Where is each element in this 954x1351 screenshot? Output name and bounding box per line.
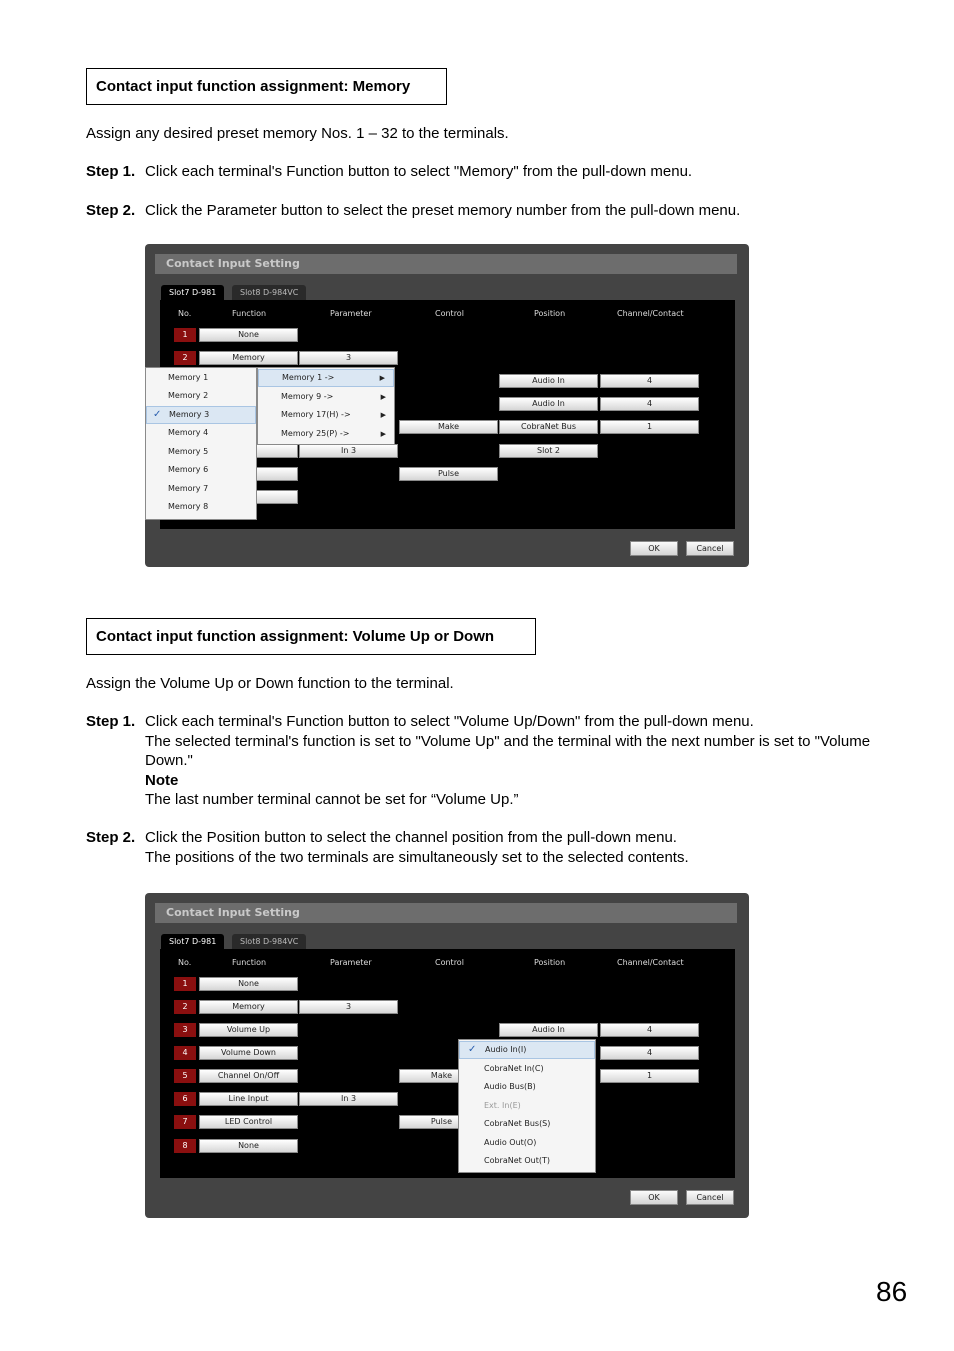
channel-button[interactable]: 1	[600, 1069, 699, 1083]
function-button[interactable]: Volume Down	[199, 1046, 298, 1060]
function-button[interactable]: None	[199, 977, 298, 991]
memory-step-1	[86, 162, 886, 182]
header-parameter: Parameter	[330, 958, 372, 967]
header-channel: Channel/Contact	[617, 958, 684, 967]
function-button[interactable]: Volume Up	[199, 1023, 298, 1037]
terminal-number: 7	[174, 1115, 196, 1129]
volume-step-1	[86, 712, 886, 810]
menu-item-memory-5[interactable]: Memory 5	[168, 447, 209, 456]
parameter-button[interactable]: In 3	[299, 444, 398, 458]
menu-item-label: Memory 3	[169, 410, 210, 419]
step-label: Step 2.	[86, 829, 136, 846]
tab-slot8[interactable]: Slot8 D-984VC	[232, 934, 306, 950]
terminal-number: 4	[174, 1046, 196, 1060]
cancel-button[interactable]: Cancel	[686, 1190, 734, 1205]
step-label: Step 1.	[86, 163, 136, 180]
function-button[interactable]: None	[199, 328, 298, 342]
function-button[interactable]: Channel On/Off	[199, 1069, 298, 1083]
ok-button[interactable]: OK	[630, 541, 678, 556]
parameter-button[interactable]: 3	[299, 1000, 398, 1014]
submenu-arrow-icon: ▶	[380, 393, 386, 401]
submenu-arrow-icon: ▶	[380, 430, 386, 438]
menu-item-label: Memory 17(H) ->	[281, 410, 351, 419]
menu-item-memory-8[interactable]: Memory 8	[168, 502, 209, 511]
header-position: Position	[534, 958, 566, 967]
tab-slot8[interactable]: Slot8 D-984VC	[232, 285, 306, 301]
menu-item-memory-6[interactable]: Memory 6	[168, 465, 209, 474]
position-menu	[458, 1039, 596, 1173]
function-button[interactable]: Memory	[199, 351, 298, 365]
channel-button[interactable]: 4	[600, 1046, 699, 1060]
function-button[interactable]: Memory	[199, 1000, 298, 1014]
terminal-number: 2	[174, 351, 196, 365]
menu-item-memory-4[interactable]: Memory 4	[168, 428, 209, 437]
terminal-number: 2	[174, 1000, 196, 1014]
channel-button[interactable]: 4	[600, 1023, 699, 1037]
memory-group-menu	[257, 367, 395, 445]
dialog-title: Contact Input Setting	[155, 903, 737, 923]
step-text: Click the Parameter button to select the preset memory number from the pull-down menu.	[145, 202, 741, 219]
header-no: No.	[178, 309, 192, 318]
terminal-number: 5	[174, 1069, 196, 1083]
channel-button[interactable]: 4	[600, 374, 699, 388]
header-position: Position	[534, 309, 566, 318]
memory-step-2	[86, 201, 886, 221]
position-button[interactable]: Audio In	[499, 374, 598, 388]
step-label: Step 2.	[86, 202, 136, 219]
check-icon: ✓	[153, 409, 162, 420]
menu-item-cobranet-out[interactable]: CobraNet Out(T)	[484, 1156, 550, 1165]
position-button[interactable]: Audio In	[499, 397, 598, 411]
menu-item-group-25[interactable]	[258, 425, 394, 443]
menu-item-memory-7[interactable]: Memory 7	[168, 484, 209, 493]
terminal-number: 3	[174, 1023, 196, 1037]
terminal-number: 6	[174, 1092, 196, 1106]
header-channel: Channel/Contact	[617, 309, 684, 318]
check-icon: ✓	[468, 1044, 477, 1055]
control-button[interactable]: Make	[399, 420, 498, 434]
channel-button[interactable]: 1	[600, 420, 699, 434]
step-text	[145, 712, 886, 810]
menu-item-label: Memory 25(P) ->	[281, 429, 350, 438]
tab-slot7[interactable]: Slot7 D-981	[161, 285, 224, 301]
menu-item-group-17[interactable]	[258, 406, 394, 424]
function-button[interactable]: None	[199, 1139, 298, 1153]
menu-item-group-9[interactable]	[258, 388, 394, 406]
header-function: Function	[232, 958, 267, 967]
header-parameter: Parameter	[330, 309, 372, 318]
volume-intro: Assign the Volume Up or Down function to the terminal.	[86, 675, 454, 692]
menu-item-label: Memory 1 ->	[282, 373, 335, 382]
terminal-number: 1	[174, 328, 196, 342]
memory-menu	[145, 367, 257, 520]
channel-button[interactable]: 4	[600, 397, 699, 411]
menu-item-memory-2[interactable]: Memory 2	[168, 391, 209, 400]
control-button[interactable]: Pulse	[399, 1115, 498, 1129]
volume-step-2	[86, 828, 886, 867]
terminal-number: 8	[174, 1139, 196, 1153]
contact-input-dialog-memory	[145, 244, 749, 567]
note-text: The last number terminal cannot be set for “Volume Up.”	[145, 791, 519, 808]
tab-slot7[interactable]: Slot7 D-981	[161, 934, 224, 950]
step-label: Step 1.	[86, 713, 136, 730]
position-button[interactable]: Slot 2	[499, 444, 598, 458]
menu-item-audio-in[interactable]	[459, 1041, 595, 1059]
page-number: 86	[876, 1276, 908, 1307]
position-button[interactable]: CobraNet Bus	[499, 420, 598, 434]
section-title-volume: Contact input function assignment: Volume Up or Down	[86, 618, 536, 655]
step-text	[145, 828, 886, 867]
parameter-button[interactable]: In 3	[299, 1092, 398, 1106]
menu-item-label: Memory 9 ->	[281, 392, 334, 401]
function-button[interactable]: Line Input	[199, 1092, 298, 1106]
menu-item-group-1[interactable]	[258, 369, 394, 387]
submenu-arrow-icon: ▶	[380, 411, 386, 419]
menu-item-label: Audio In(I)	[485, 1045, 527, 1054]
parameter-button[interactable]: 3	[299, 351, 398, 365]
menu-item-ext-in: Ext. In(E)	[484, 1101, 521, 1110]
ok-button[interactable]: OK	[630, 1190, 678, 1205]
menu-item-cobranet-bus[interactable]: CobraNet Bus(S)	[484, 1119, 551, 1128]
terminal-number: 1	[174, 977, 196, 991]
function-button[interactable]: LED Control	[199, 1115, 298, 1129]
header-no: No.	[178, 958, 192, 967]
header-control: Control	[435, 309, 464, 318]
step-line: The positions of the two terminals are simultaneously set to the selected contents.	[145, 848, 689, 866]
menu-item-memory-3[interactable]	[146, 406, 256, 424]
header-control: Control	[435, 958, 464, 967]
menu-item-cobranet-in[interactable]: CobraNet In(C)	[484, 1064, 544, 1073]
section-title-memory: Contact input function assignment: Memory	[86, 68, 447, 105]
dialog-title: Contact Input Setting	[155, 254, 737, 274]
submenu-arrow-icon: ▶	[379, 374, 385, 382]
header-function: Function	[232, 309, 267, 318]
menu-item-audio-bus[interactable]: Audio Bus(B)	[484, 1082, 536, 1091]
menu-item-audio-out[interactable]: Audio Out(O)	[484, 1138, 537, 1147]
contact-input-dialog-volume	[145, 893, 749, 1218]
control-button[interactable]: Pulse	[399, 467, 498, 481]
step-line: Click the Position button to select the channel position from the pull-down menu.	[145, 829, 677, 846]
step-text: Click each terminal's Function button to select "Memory" from the pull-down menu.	[145, 163, 693, 180]
menu-item-memory-1[interactable]: Memory 1	[168, 373, 209, 382]
terminal-table	[160, 949, 735, 1178]
position-button[interactable]: Audio In	[499, 1023, 598, 1037]
memory-intro: Assign any desired preset memory Nos. 1 – 32 to the terminals.	[86, 125, 509, 142]
control-button[interactable]: Make	[399, 1069, 498, 1083]
step-line: Click each terminal's Function button to select "Volume Up/Down" from the pull-down menu.	[145, 713, 754, 730]
note-label: Note	[145, 771, 179, 789]
cancel-button[interactable]: Cancel	[686, 541, 734, 556]
step-line: The selected terminal's function is set to "Volume Up" and the terminal with the next number is set to "Volume Down."	[145, 732, 871, 769]
